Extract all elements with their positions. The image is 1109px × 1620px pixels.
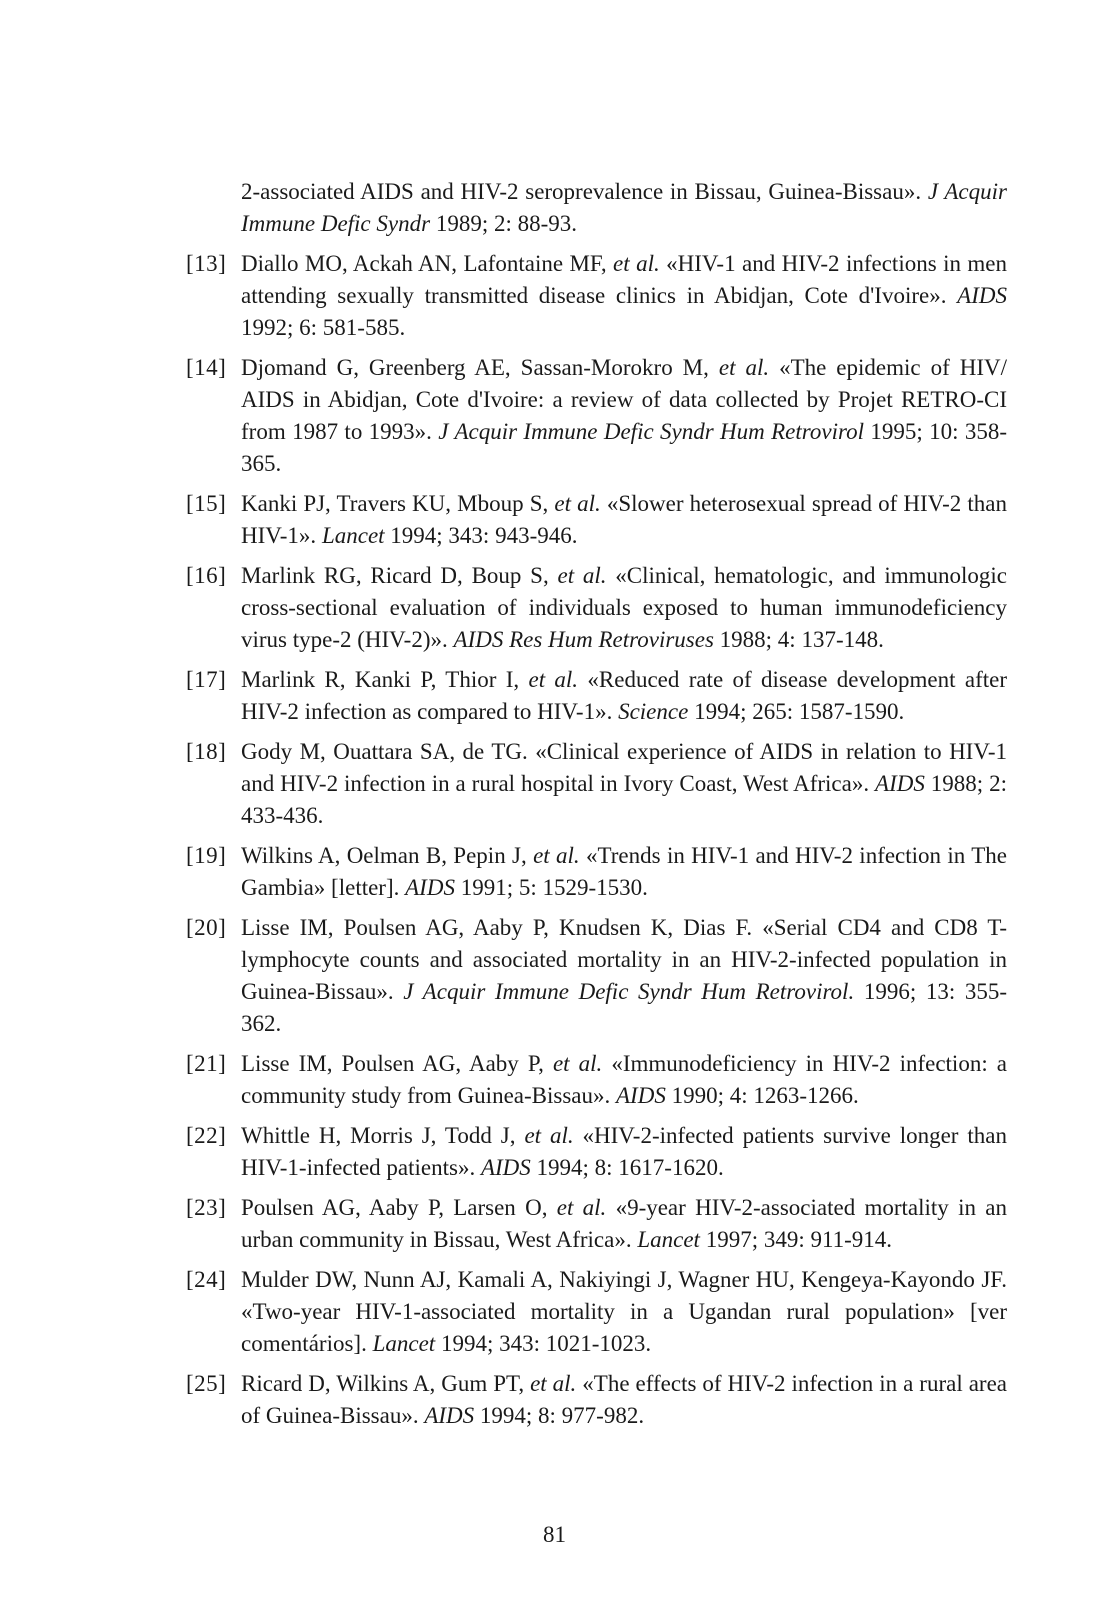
reference-number: [13] bbox=[186, 251, 227, 276]
journal-name: J Acquir Immune Defic Syndr bbox=[241, 179, 1007, 236]
reference-18 bbox=[186, 736, 1007, 832]
reference-14 bbox=[186, 352, 1007, 480]
reference-number: [16] bbox=[186, 563, 227, 588]
reference-continuation bbox=[192, 176, 1007, 240]
reference-21 bbox=[186, 1048, 1007, 1112]
reference-13 bbox=[186, 248, 1007, 344]
reference-number: [18] bbox=[186, 739, 227, 764]
reference-text: Mulder DW, Nunn AJ, Kamali A, Nakiyingi J, Wagner HU, Kengeya-Kayondo JF. «Two-year HIV-1-associated mortality in a Ugandan rural population» [ver comentários]. Lancet 1994; 343: 1021-1023. bbox=[241, 1267, 1007, 1356]
reference-number: [20] bbox=[186, 915, 227, 940]
reference-text: Wilkins A, Oelman B, Pepin J, et al. «Trends in HIV-1 and HIV-2 infection in The Gambia» [letter]. AIDS 1991; 5: 1529-1530. bbox=[241, 843, 1007, 900]
journal-name: J Acquir Immune Defic Syndr Hum Retrovirol bbox=[438, 419, 864, 444]
journal-name: Lancet bbox=[372, 1331, 436, 1356]
reference-text: Lisse IM, Poulsen AG, Aaby P, Knudsen K, Dias F. «Serial CD4 and CD8 T-lymphocyte counts and associated mortality in an HIV-2-infected population in Guinea-Bissau». J Acquir Immune Defic Syndr Hum Retrovirol. 1996; 13: 355-362. bbox=[241, 915, 1007, 1036]
journal-name: AIDS bbox=[875, 771, 925, 796]
journal-name: Lancet bbox=[637, 1227, 700, 1252]
reference-number: [21] bbox=[186, 1051, 227, 1076]
reference-text: Gody M, Ouattara SA, de TG. «Clinical experience of AIDS in relation to HIV-1 and HIV-2 infection in a rural hospital in Ivory Coast, West Africa». AIDS 1988; 2: 433-436. bbox=[241, 739, 1007, 828]
journal-name: AIDS Res Hum Retroviruses bbox=[453, 627, 714, 652]
reference-number: [19] bbox=[186, 843, 227, 868]
reference-text: Marlink R, Kanki P, Thior I, et al. «Reduced rate of disease development after HIV-2 infection as compared to HIV-1». Science 1994; 265: 1587-1590. bbox=[241, 667, 1007, 724]
reference-text: Diallo MO, Ackah AN, Lafontaine MF, et al. «HIV-1 and HIV-2 infections in men attending sexually transmitted disease clinics in Abidjan, Cote d'Ivoire». AIDS 1992; 6: 581-585. bbox=[241, 251, 1007, 340]
page-number: 81 bbox=[543, 1522, 566, 1547]
reference-text: Kanki PJ, Travers KU, Mboup S, et al. «Slower heterosexual spread of HIV-2 than HIV-1». Lancet 1994; 343: 943-946. bbox=[241, 491, 1007, 548]
reference-15 bbox=[186, 488, 1007, 552]
reference-16 bbox=[186, 560, 1007, 656]
reference-17 bbox=[186, 664, 1007, 728]
journal-name: AIDS bbox=[424, 1403, 475, 1428]
journal-name: AIDS bbox=[616, 1083, 666, 1108]
reference-22 bbox=[186, 1120, 1007, 1184]
journal-name: AIDS bbox=[957, 283, 1007, 308]
reference-23 bbox=[186, 1192, 1007, 1256]
journal-name: Lancet bbox=[321, 523, 385, 548]
reference-list bbox=[186, 176, 1007, 1440]
reference-number: [24] bbox=[186, 1267, 227, 1292]
reference-19 bbox=[186, 840, 1007, 904]
reference-number: [15] bbox=[186, 491, 227, 516]
reference-text: Djomand G, Greenberg AE, Sassan-Morokro M, et al. «The epidemic of HIV/ AIDS in Abidjan, Cote d'Ivoire: a review of data collected by Projet RETRO-CI from 1987 to 1993». J Acquir Immune Defic Syndr Hum Retrovirol 1995; 10: 358-365. bbox=[241, 355, 1007, 476]
reference-text: Ricard D, Wilkins A, Gum PT, et al. «The effects of HIV-2 infection in a rural area of Guinea-Bissau». AIDS 1994; 8: 977-982. bbox=[241, 1371, 1007, 1428]
journal-name: J Acquir Immune Defic Syndr Hum Retrovirol. bbox=[403, 979, 855, 1004]
reference-text: 2-associated AIDS and HIV-2 seroprevalence in Bissau, Guinea-Bissau». J Acquir Immune Defic Syndr 1989; 2: 88-93. bbox=[241, 179, 1007, 236]
reference-text: Poulsen AG, Aaby P, Larsen O, et al. «9-year HIV-2-associated mortality in an urban community in Bissau, West Africa». Lancet 1997; 349: 911-914. bbox=[241, 1195, 1007, 1252]
reference-number: [14] bbox=[186, 355, 227, 380]
reference-text: Marlink RG, Ricard D, Boup S, et al. «Clinical, hematologic, and immunologic cross-sectional evaluation of individuals exposed to human immunodeficiency virus type-2 (HIV-2)». AIDS Res Hum Retroviruses 1988; 4: 137-148. bbox=[241, 563, 1007, 652]
journal-name: AIDS bbox=[405, 875, 455, 900]
reference-number: [23] bbox=[186, 1195, 227, 1220]
reference-text: Lisse IM, Poulsen AG, Aaby P, et al. «Immunodeficiency in HIV-2 infection: a community study from Guinea-Bissau». AIDS 1990; 4: 1263-1266. bbox=[241, 1051, 1007, 1108]
reference-number: [25] bbox=[186, 1371, 227, 1396]
reference-24 bbox=[186, 1264, 1007, 1360]
reference-25 bbox=[186, 1368, 1007, 1432]
reference-number: [17] bbox=[186, 667, 227, 692]
reference-text: Whittle H, Morris J, Todd J, et al. «HIV-2-infected patients survive longer than HIV-1-infected patients». AIDS 1994; 8: 1617-1620. bbox=[241, 1123, 1007, 1180]
reference-number: [22] bbox=[186, 1123, 227, 1148]
journal-name: AIDS bbox=[480, 1155, 531, 1180]
reference-20 bbox=[186, 912, 1007, 1040]
journal-name: Science bbox=[618, 699, 689, 724]
